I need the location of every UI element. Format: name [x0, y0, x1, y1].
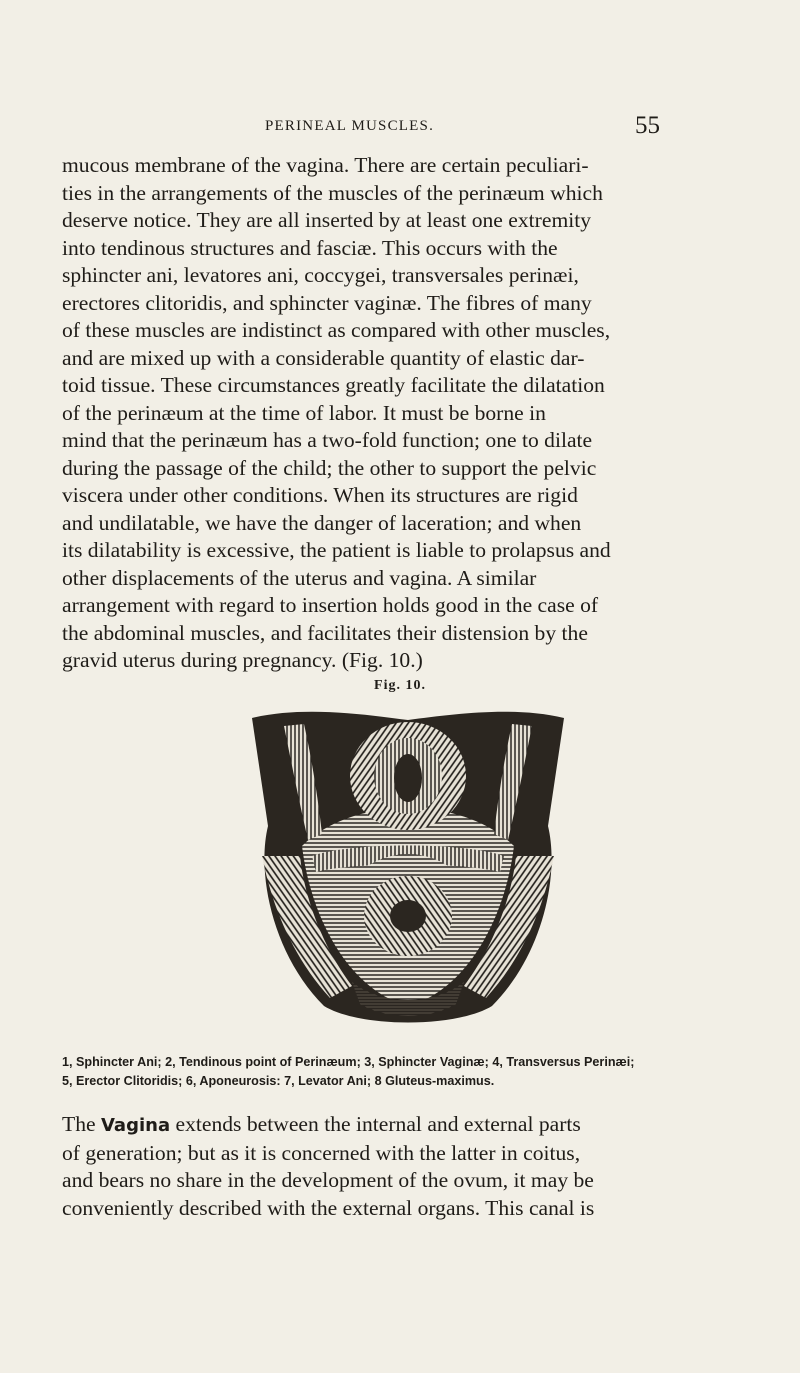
text-line: and undilatable, we have the danger of laceration; and when — [62, 510, 582, 535]
text-line: of generation; but as it is concerned with the latter in coitus, — [62, 1140, 581, 1165]
page-number: 55 — [635, 112, 660, 139]
text-line: during the passage of the child; the other to support the pelvic — [62, 455, 597, 480]
text-line: of the perinæum at the time of labor. It must be borne in — [62, 400, 546, 425]
text-line: viscera under other conditions. When its structures are rigid — [62, 483, 578, 507]
text-line: and are mixed up with a considerable quantity of elastic dar- — [62, 345, 585, 370]
text-line: mucous membrane of the vagina. There are certain peculiari- — [62, 153, 589, 177]
paragraph-first-line — [62, 1111, 738, 1140]
text-line: and bears no share in the development of the ovum, it may be — [62, 1168, 594, 1192]
text-line: the abdominal muscles, and facilitates their distension by the — [62, 620, 588, 645]
text-line: its dilatability is excessive, the patient is liable to prolapsus and — [62, 538, 611, 562]
text-line: erectores clitoridis, and sphincter vaginæ. The fibres of many — [62, 290, 592, 315]
text-line: mind that the perinæum has a two-fold function; one to dilate — [62, 428, 593, 452]
paragraph-first-line-rest: extends between the internal and external parts — [175, 1112, 581, 1136]
figure-caption — [62, 1053, 742, 1091]
paragraph-vagina — [62, 1111, 738, 1222]
text-line: toid tissue. These circumstances greatly facilitate the dilatation — [62, 373, 605, 397]
caption-line: 1, Sphincter Ani; 2, Tendinous point of Perinæum; 3, Sphincter Vaginæ; 4, Transversus Perinæi; — [62, 1055, 635, 1069]
text-line: arrangement with regard to insertion holds good in the case of — [62, 593, 599, 617]
page-header — [0, 112, 800, 142]
text-line: deserve notice. They are all inserted by at least one extremity — [62, 208, 592, 232]
term-vagina: Vagina — [100, 1115, 171, 1136]
paragraph-lead: The — [62, 1112, 96, 1136]
perineal-muscles-illustration — [242, 706, 574, 1032]
running-head: PERINEAL MUSCLES. — [265, 118, 435, 134]
caption-line: 5, Erector Clitoridis; 6, Aponeurosis: 7, Levator Ani; 8 Gluteus-maximus. — [62, 1074, 495, 1088]
text-line: ties in the arrangements of the muscles of the perinæum which — [62, 180, 603, 205]
text-line: conveniently described with the external organs. This canal is — [62, 1195, 595, 1220]
text-line: into tendinous structures and fasciæ. This occurs with the — [62, 235, 558, 260]
text-line: gravid uterus during pregnancy. (Fig. 10.) — [62, 648, 423, 672]
paragraph-perineal-muscles — [62, 152, 738, 675]
text-line: other displacements of the uterus and vagina. A similar — [62, 565, 537, 590]
figure-label: Fig. 10. — [374, 678, 426, 693]
text-line: sphincter ani, levatores ani, coccygei, transversales perinæi, — [62, 263, 579, 287]
text-line: of these muscles are indistinct as compared with other muscles, — [62, 318, 611, 342]
